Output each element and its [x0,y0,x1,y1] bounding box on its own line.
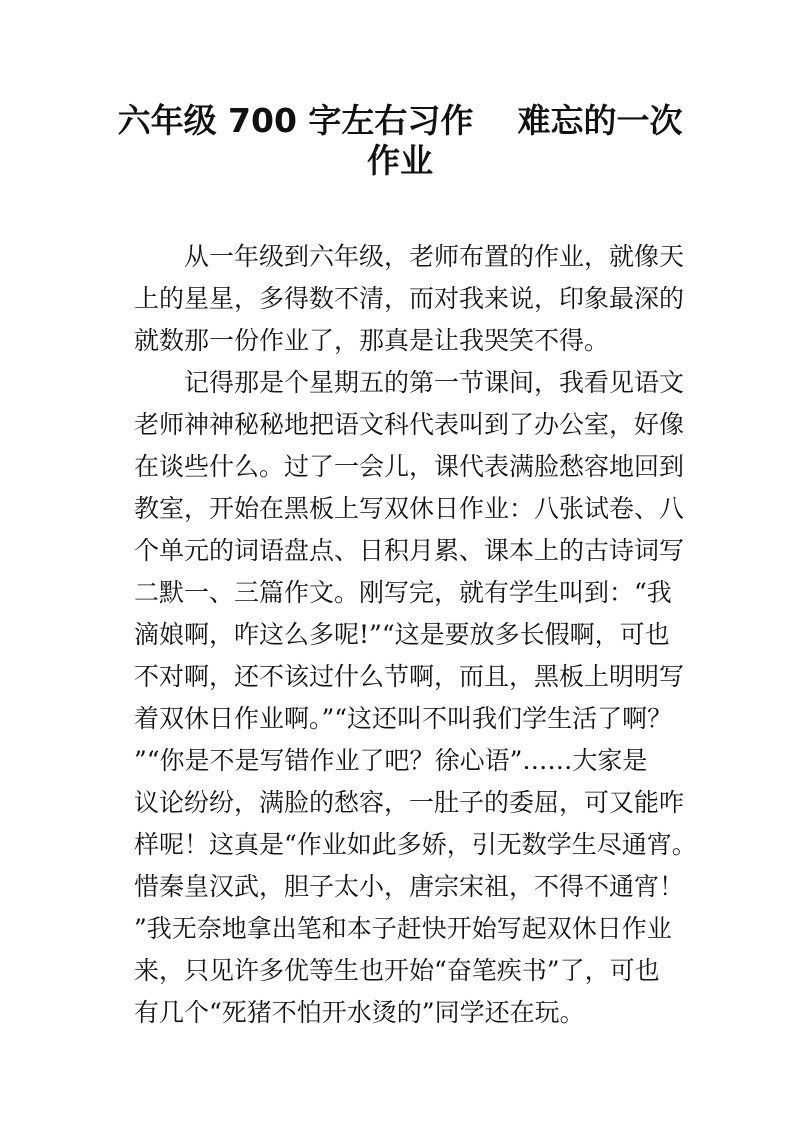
text-line: 就数那一份作业了，那真是让我哭笑不得。 [134,326,610,355]
text-line: 记得那是个星期五的第一节课间，我看见语文 [184,368,685,397]
text-line: 着双休日作业啊。”“这还叫不叫我们学生活了啊？ [134,704,673,733]
text-line: 从一年级到六年级，老师布置的作业，就像天 [184,242,685,271]
page-title-line-2: 作业 [367,141,433,180]
text-line: 二默一、三篇作文。刚写完，就有学生叫到：“我 [134,578,672,607]
text-line: 有几个“死猪不怕开水烫的”同学还在玩。 [134,998,585,1027]
text-line: 不对啊，还不该过什么节啊，而且，黑板上明明写 [134,662,685,691]
title-part-2: 难忘的一次 [517,101,683,140]
text-line: 上的星星，多得数不清，而对我来说，印象最深的 [134,284,685,313]
text-line: 议论纷纷，满脸的愁容，一肚子的委屈，可又能咋 [134,788,685,817]
text-line: 惜秦皇汉武，胆子太小，唐宗宋祖，不得不通宵！ [134,872,685,901]
text-line: ”“你是不是写错作业了吧？徐心语”……大家是 [134,746,648,775]
text-line: 个单元的词语盘点、日积月累、课本上的古诗词写 [134,536,685,565]
title-part-1: 六年级 700 字左右习作 [117,101,474,140]
text-line: 滴娘啊，咋这么多呢!”“这是要放多长假啊，可也 [134,620,670,649]
text-line: 老师神神秘秘地把语文科代表叫到了办公室，好像 [134,410,685,439]
text-line: 在谈些什么。过了一会儿，课代表满脸愁容地回到 [134,452,685,481]
text-line: 样呢！这真是“作业如此多娇，引无数学生尽通宵。 [134,830,697,859]
text-line: ”我无奈地拿出笔和本子赶快开始写起双休日作业 [134,914,672,943]
body-text [134,236,697,1034]
text-line: 来，只见许多优等生也开始“奋笔疾书”了，可也 [134,956,660,985]
text-line: 教室，开始在黑板上写双休日作业：八张试卷、八 [134,494,685,523]
